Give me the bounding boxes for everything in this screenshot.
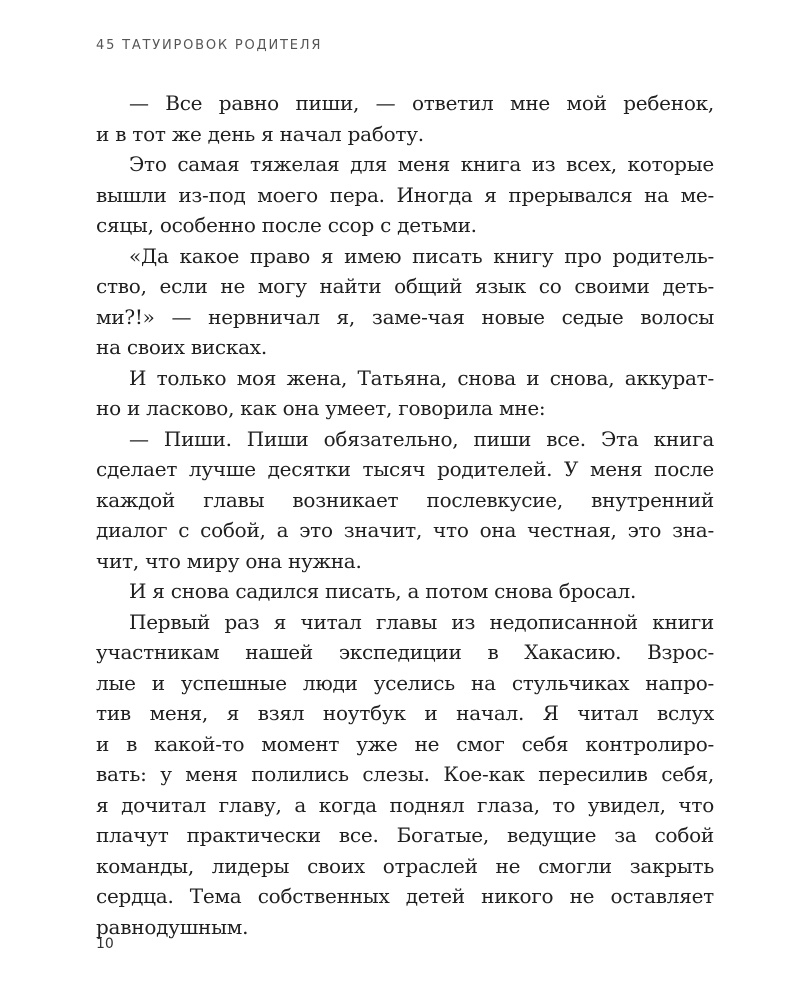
paragraph bbox=[96, 424, 714, 577]
text-line: вышли из-под моего пера. Иногда я прерывался на ме- bbox=[96, 182, 714, 207]
text-line: сердца. Тема собственных детей никого не оставляет bbox=[96, 884, 714, 908]
text-line: И я снова садился писать, а потом снова бросал. bbox=[129, 579, 637, 603]
text-line: — Все равно пиши, — ответил мне мой ребенок, bbox=[129, 91, 714, 115]
text-line: ми?!» — нервничал я, заме-чая новые седые волосы bbox=[96, 304, 714, 329]
text-line: и в тот же день я начал работу. bbox=[96, 121, 424, 146]
text-line: но и ласково, как она умеет, говорила мне: bbox=[96, 396, 546, 420]
text-line: и в какой-то момент уже не смог себя контролиро- bbox=[96, 731, 714, 756]
text-line: чит, что миру она нужна. bbox=[96, 548, 362, 573]
text-line: каждой главы возникает послевкусие, внутренний bbox=[96, 487, 714, 512]
text-line: я дочитал главу, а когда поднял глаза, то увидел, что bbox=[96, 792, 714, 817]
text-line: сделает лучше десятки тысяч родителей. У меня после bbox=[96, 457, 714, 481]
paragraph bbox=[96, 363, 714, 424]
text-line: сяцы, особенно после ссор с детьми. bbox=[96, 213, 477, 237]
paragraph bbox=[96, 88, 714, 149]
text-line: команды, лидеры своих отраслей не смогли закрыть bbox=[96, 853, 714, 878]
text-line: участникам нашей экспедиции в Хакасию. Взрос- bbox=[96, 640, 714, 664]
body-text bbox=[96, 88, 714, 942]
paragraph bbox=[96, 149, 714, 241]
text-line: диалог с собой, а это значит, что она честная, это зна- bbox=[96, 518, 714, 542]
text-line: Первый раз я читал главы из недописанной книги bbox=[129, 609, 714, 634]
text-line: вать: у меня полились слезы. Кое-как пересилив себя, bbox=[96, 762, 714, 786]
paragraph bbox=[96, 576, 714, 607]
text-line: плачут практически все. Богатые, ведущие за собой bbox=[96, 823, 714, 847]
text-line: лые и успешные люди уселись на стульчиках напро- bbox=[96, 670, 714, 695]
text-line: — Пиши. Пиши обязательно, пиши все. Эта книга bbox=[129, 426, 714, 451]
text-line: ство, если не могу найти общий язык со своими деть- bbox=[96, 274, 714, 298]
paragraph bbox=[96, 607, 714, 943]
text-line: на своих висках. bbox=[96, 335, 267, 359]
text-line: тив меня, я взял ноутбук и начал. Я читал вслух bbox=[96, 701, 714, 725]
paragraph bbox=[96, 241, 714, 363]
page-number: 10 bbox=[96, 936, 114, 952]
text-line: «Да какое право я имею писать книгу про родитель- bbox=[129, 243, 714, 268]
text-line: И только моя жена, Татьяна, снова и снова, аккурат- bbox=[129, 365, 714, 390]
text-line: равнодушным. bbox=[96, 914, 249, 939]
running-header: 45 ТАТУИРОВОК РОДИТЕЛЯ bbox=[96, 38, 323, 53]
text-line: Это самая тяжелая для меня книга из всех, которые bbox=[129, 152, 714, 176]
